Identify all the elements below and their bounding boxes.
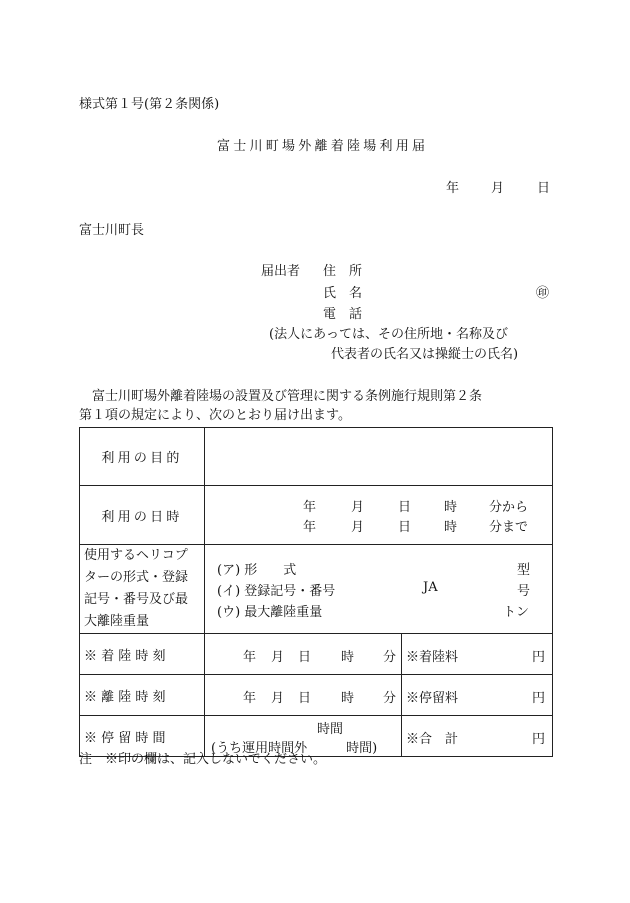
heli-reg-unit: 号: [517, 584, 531, 599]
total-fee-field[interactable]: [402, 716, 553, 757]
helicopter-label: 使用するヘリコプ ターの形式・登録 記号・番号及び最 大離陸重量: [84, 548, 189, 629]
helicopter-row: [80, 545, 553, 634]
address-label: 住 所: [323, 264, 363, 279]
addressee: 富士川町長: [79, 223, 145, 238]
stay-time-label: ※ 停 留 時 間: [84, 730, 166, 746]
from-hour: 時: [444, 500, 458, 515]
from-minute: 分から: [489, 500, 529, 515]
heli-model-unit: 型: [517, 563, 531, 578]
heli-model-label: (ア) 形 式: [217, 563, 297, 578]
applicant-note-2: 代表者の氏名又は操縦士の氏名): [331, 347, 519, 362]
total-fee-unit: 円: [532, 732, 546, 747]
unit-year: 年: [243, 650, 257, 665]
phone-label: 電 話: [323, 307, 363, 322]
datetime-label: 利用の日時: [101, 509, 183, 525]
document-title: 富士川町場外離着陸場利用届: [217, 139, 429, 154]
from-day: 日: [398, 500, 412, 515]
from-year: 年: [303, 500, 317, 515]
form-number: 様式第１号(第２条関係): [79, 97, 220, 112]
unit-minute: 分: [383, 650, 397, 665]
footnote: 注 ※印の欄は、記入しないでください。: [79, 752, 327, 767]
parking-fee-label: ※停留料: [406, 691, 459, 706]
heli-weight-label: (ウ) 最大離陸重量: [217, 605, 323, 620]
unit-hour: 時: [341, 691, 355, 706]
datetime-field[interactable]: [205, 486, 553, 545]
unit-month: 月: [271, 650, 285, 665]
purpose-row: [80, 428, 553, 486]
landing-fee-label: ※着陸料: [406, 650, 459, 665]
to-month: 月: [351, 520, 365, 535]
unit-day: 日: [298, 650, 312, 665]
unit-day: 日: [298, 691, 312, 706]
date-day: 日: [537, 181, 551, 196]
datetime-row: [80, 486, 553, 545]
landing-time-label: ※ 着 陸 時 刻: [84, 648, 166, 664]
landing-time-field[interactable]: [205, 634, 402, 675]
purpose-label: 利用の目的: [101, 451, 183, 466]
body-line-1: 富士川町場外離着陸場の設置及び管理に関する条例施行規則第２条: [92, 389, 483, 404]
unit-minute: 分: [383, 691, 397, 706]
landing-fee-field[interactable]: [402, 634, 553, 675]
body-line-2: 第１項の規定により、次のとおり届け出ます。: [79, 408, 351, 423]
from-month: 月: [351, 500, 365, 515]
unit-month: 月: [271, 691, 285, 706]
unit-year: 年: [243, 691, 257, 706]
application-table: [79, 427, 553, 757]
date-year: 年: [446, 181, 460, 196]
heli-reg-prefix: JA: [423, 580, 438, 595]
total-fee-label: ※合 計: [406, 732, 459, 747]
takeoff-time-field[interactable]: [205, 675, 402, 716]
applicant-label: 届出者: [261, 264, 301, 279]
date-month: 月: [491, 181, 505, 196]
heli-weight-unit: トン: [503, 605, 530, 620]
stay-time-field[interactable]: [205, 716, 402, 757]
stay-time-row: [80, 716, 553, 757]
takeoff-time-label: ※ 離 陸 時 刻: [84, 689, 166, 705]
landing-time-row: [80, 634, 553, 675]
takeoff-time-row: [80, 675, 553, 716]
applicant-note-1: (法人にあっては、その住所地・名称及び: [269, 327, 508, 342]
helicopter-field[interactable]: [205, 545, 553, 634]
to-minute: 分まで: [489, 520, 529, 535]
purpose-field[interactable]: [205, 428, 553, 486]
parking-fee-field[interactable]: [402, 675, 553, 716]
stay-hours-unit: 時間: [317, 722, 344, 737]
name-label: 氏 名: [323, 286, 363, 301]
to-year: 年: [303, 520, 317, 535]
landing-fee-unit: 円: [532, 650, 546, 665]
seal-mark: ㊞: [536, 286, 550, 301]
to-day: 日: [398, 520, 412, 535]
stay-sub-note: (うち運用時間外 時間): [211, 741, 378, 756]
unit-hour: 時: [341, 650, 355, 665]
to-hour: 時: [444, 520, 458, 535]
parking-fee-unit: 円: [532, 691, 546, 706]
heli-reg-label: (イ) 登録記号・番号: [217, 584, 336, 599]
